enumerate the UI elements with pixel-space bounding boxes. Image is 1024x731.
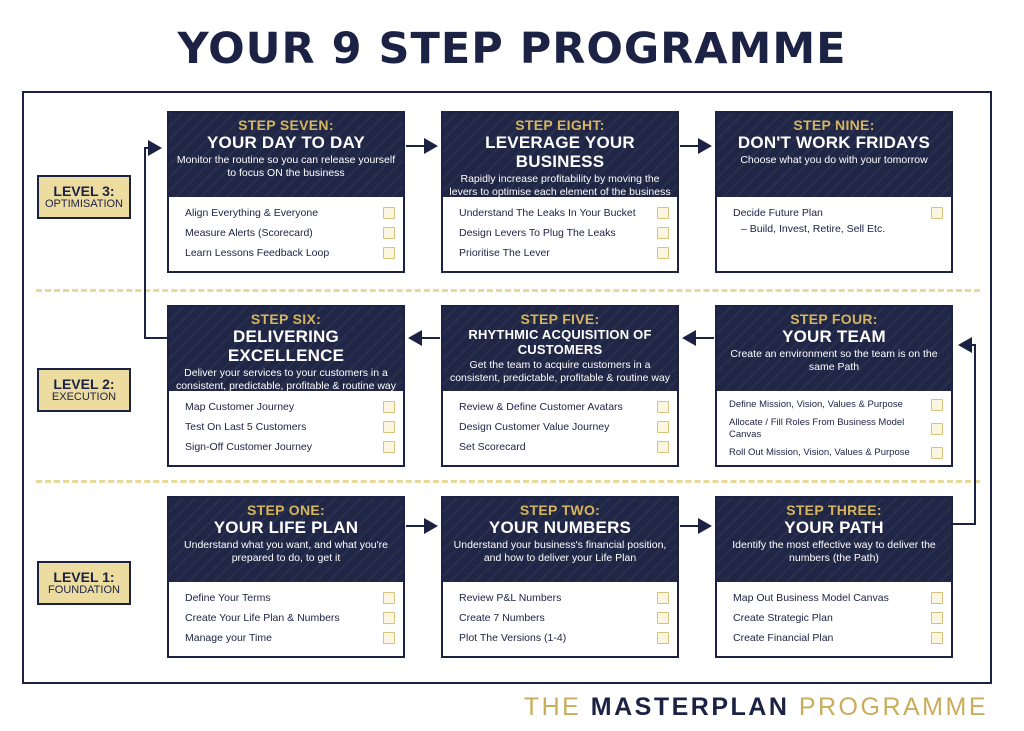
checkbox[interactable] (657, 421, 669, 433)
step-five-card (441, 305, 679, 467)
task-text: Manage your Time (185, 632, 272, 644)
task-text: Prioritise The Lever (459, 247, 550, 259)
step-five-label: STEP FIVE: (520, 311, 600, 327)
task-item (185, 437, 395, 457)
step-two-label: STEP TWO: (519, 502, 601, 518)
task-item (185, 203, 395, 223)
level-1-sub: FOUNDATION (48, 583, 120, 596)
step-eight-header (443, 113, 677, 197)
step-seven-card (167, 111, 405, 273)
task-text: Create Financial Plan (733, 632, 834, 644)
checkbox[interactable] (931, 447, 943, 459)
task-text: Test On Last 5 Customers (185, 421, 307, 433)
task-item (459, 608, 669, 628)
step-eight-label: STEP EIGHT: (515, 117, 605, 133)
task-item (459, 417, 669, 437)
checkbox[interactable] (383, 592, 395, 604)
task-item (459, 588, 669, 608)
task-text: Decide Future Plan (733, 207, 823, 219)
arrow-step3-to-step4 (953, 345, 975, 524)
step-seven-desc: Monitor the routine so you can release yourself to focus ON the business (176, 154, 396, 179)
checkbox[interactable] (383, 612, 395, 624)
step-three-card (715, 496, 953, 658)
checkbox[interactable] (657, 207, 669, 219)
task-item (733, 608, 943, 628)
step-five-desc: Get the team to acquire customers in a consistent, predictable, profitable & routine way (449, 359, 671, 384)
level-2-sub: EXECUTION (51, 390, 117, 403)
step-four-tasks (717, 391, 951, 463)
task-text: Align Everything & Everyone (185, 207, 319, 219)
checkbox[interactable] (657, 227, 669, 239)
task-text: Measure Alerts (Scorecard) (185, 227, 313, 239)
checkbox[interactable] (657, 632, 669, 644)
task-text: Design Customer Value Journey (459, 421, 610, 433)
task-text: Allocate / Fill Roles From Business Model Canvas (729, 417, 905, 440)
step-six-tasks (169, 391, 403, 457)
checkbox[interactable] (931, 423, 943, 435)
task-item (459, 397, 669, 417)
step-four-desc: Create an environment so the team is on the same Path (730, 348, 938, 373)
step-one-header (169, 498, 403, 582)
task-text: Create 7 Numbers (459, 612, 545, 624)
page-title: YOUR 9 STEP PROGRAMME (177, 24, 847, 74)
step-three-header (717, 498, 951, 582)
step-two-desc: Understand your business's financial position, and how to deliver your Life Plan (453, 539, 667, 564)
task-item (729, 395, 943, 415)
step-three-desc: Identify the most effective way to deliver the numbers (the Path) (732, 539, 936, 564)
brand-logo (524, 693, 988, 722)
step-two-title: YOUR NUMBERS (488, 518, 632, 537)
step-seven-tasks (169, 197, 403, 263)
step-five-tasks (443, 391, 677, 457)
task-text: Sign-Off Customer Journey (185, 441, 313, 453)
checkbox[interactable] (931, 612, 943, 624)
task-text: Plot The Versions (1-4) (459, 632, 567, 644)
step-six-desc: Deliver your services to your customers in a consistent, predictable, profitable & routine way (175, 367, 397, 392)
step-seven-label: STEP SEVEN: (238, 117, 334, 133)
brand-main: MASTERPLAN (590, 693, 790, 721)
step-nine-header (717, 113, 951, 197)
task-text: Create Strategic Plan (733, 612, 833, 624)
task-text: Define Your Terms (185, 592, 271, 604)
step-five-title: RHYTHMIC ACQUISITION OF CUSTOMERS (468, 327, 652, 357)
checkbox[interactable] (931, 207, 943, 219)
task-item (185, 628, 395, 648)
task-item (185, 223, 395, 243)
checkbox[interactable] (931, 632, 943, 644)
level-1-name: LEVEL 1: (53, 568, 115, 585)
step-eight-card (441, 111, 679, 273)
step-three-title: YOUR PATH (784, 518, 884, 537)
step-one-tasks (169, 582, 403, 648)
checkbox[interactable] (931, 399, 943, 411)
step-six-title: DELIVERING EXCELLENCE (227, 327, 345, 365)
task-text: Understand The Leaks In Your Bucket (459, 207, 636, 219)
step-one-label: STEP ONE: (247, 502, 325, 518)
task-item (185, 397, 395, 417)
task-text: Create Your Life Plan & Numbers (185, 612, 340, 624)
step-eight-title: LEVERAGE YOUR BUSINESS (485, 133, 635, 171)
task-text: Design Levers To Plug The Leaks (459, 227, 616, 239)
step-seven-title: YOUR DAY TO DAY (207, 133, 365, 152)
step-two-header (443, 498, 677, 582)
checkbox[interactable] (383, 632, 395, 644)
step-four-label: STEP FOUR: (790, 311, 878, 327)
task-text: Map Out Business Model Canvas (733, 592, 889, 604)
brand-prefix: THE (523, 693, 591, 721)
task-text: Review & Define Customer Avatars (459, 401, 623, 413)
step-seven-header (169, 113, 403, 197)
task-item (185, 608, 395, 628)
checkbox[interactable] (383, 421, 395, 433)
level-3-sub: OPTIMISATION (44, 197, 124, 210)
task-text: Learn Lessons Feedback Loop (185, 247, 330, 259)
step-nine-desc: Choose what you do with your tomorrow (740, 154, 928, 166)
level-2-name: LEVEL 2: (53, 375, 115, 392)
task-item (459, 628, 669, 648)
task-item (459, 437, 669, 457)
arrow-step6-to-step7 (145, 148, 167, 338)
step-one-title: YOUR LIFE PLAN (213, 518, 359, 537)
task-text: Set Scorecard (459, 441, 526, 453)
checkbox[interactable] (383, 247, 395, 259)
step-six-card (167, 305, 405, 467)
step-three-tasks (717, 582, 951, 648)
step-four-card (715, 305, 953, 467)
brand-suffix: PROGRAMME (789, 693, 988, 721)
step-nine-title: DON'T WORK FRIDAYS (737, 133, 931, 152)
step-three-label: STEP THREE: (786, 502, 882, 518)
checkbox[interactable] (657, 592, 669, 604)
task-item (733, 628, 943, 648)
task-text: Review P&L Numbers (459, 592, 562, 604)
step-five-header (443, 307, 677, 391)
task-item (459, 203, 669, 223)
task-subitem (733, 223, 943, 235)
task-item (459, 243, 669, 263)
step-four-header (717, 307, 951, 391)
step-four-title: YOUR TEAM (782, 327, 886, 346)
checkbox[interactable] (931, 592, 943, 604)
task-text: Define Mission, Vision, Values & Purpose (729, 399, 903, 410)
task-item (185, 243, 395, 263)
checkbox[interactable] (383, 401, 395, 413)
task-item (185, 588, 395, 608)
step-six-header (169, 307, 403, 391)
step-six-label: STEP SIX: (250, 311, 322, 327)
step-one-desc: Understand what you want, and what you're prepared to do, to get it (184, 539, 388, 564)
task-item (729, 415, 943, 443)
task-text: Roll Out Mission, Vision, Values & Purpose (729, 447, 910, 458)
checkbox[interactable] (383, 441, 395, 453)
step-nine-label: STEP NINE: (793, 117, 875, 133)
checkbox[interactable] (383, 227, 395, 239)
checkbox[interactable] (657, 247, 669, 259)
checkbox[interactable] (657, 612, 669, 624)
task-item (185, 417, 395, 437)
task-item (729, 443, 943, 463)
step-two-card (441, 496, 679, 658)
level-3-name: LEVEL 3: (53, 182, 115, 199)
step-two-tasks (443, 582, 677, 648)
task-text: – Build, Invest, Retire, Sell Etc. (741, 223, 886, 235)
step-eight-desc: Rapidly increase profitability by moving the levers to optimise each element of the business (449, 173, 671, 198)
task-text: Map Customer Journey (185, 401, 295, 413)
step-one-card (167, 496, 405, 658)
checkbox[interactable] (383, 207, 395, 219)
task-item (459, 223, 669, 243)
step-nine-card (715, 111, 953, 273)
task-item (733, 588, 943, 608)
checkbox[interactable] (657, 441, 669, 453)
checkbox[interactable] (657, 401, 669, 413)
step-eight-tasks (443, 197, 677, 263)
task-item (733, 203, 943, 223)
step-nine-tasks (717, 197, 951, 235)
